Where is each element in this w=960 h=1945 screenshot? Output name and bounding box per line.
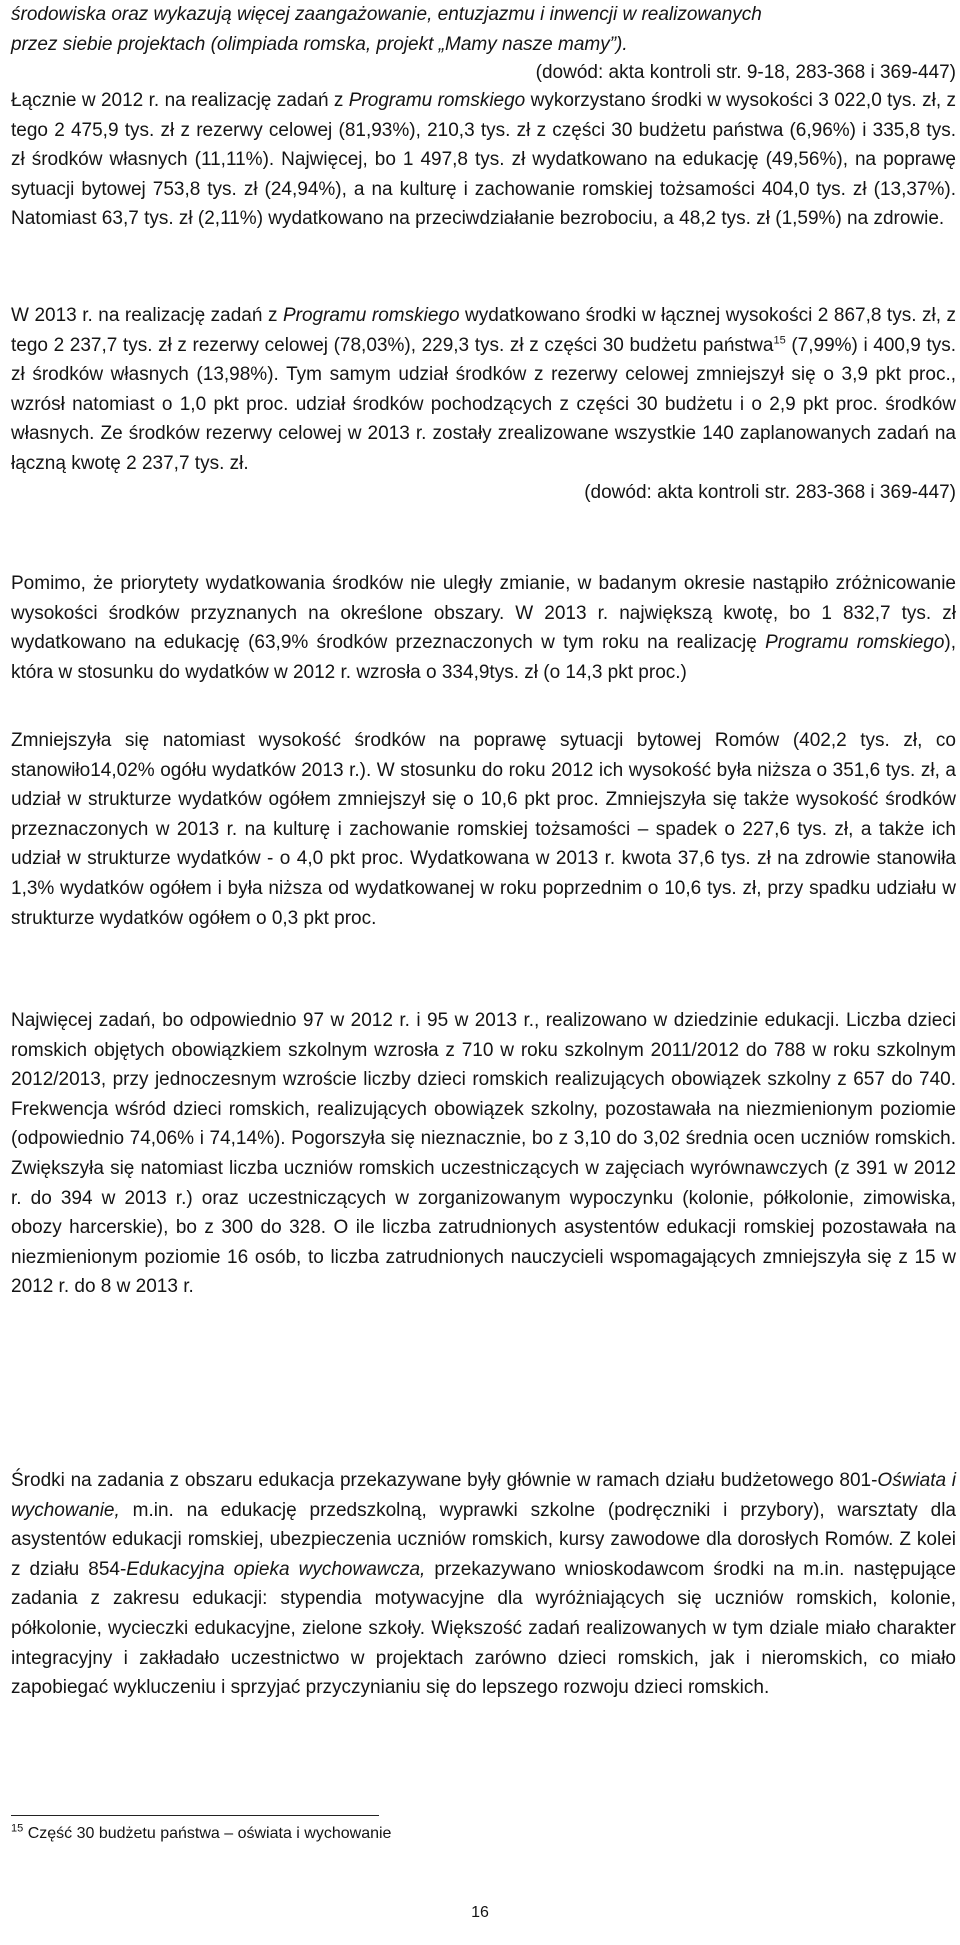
intro-line-1: środowiska oraz wykazują więcej zaangażowanie, entuzjazmu i inwencji w realizowanych (11, 4, 762, 25)
intro-line-2: przez siebie projektach (olimpiada romska, projekt „Mamy nasze mamy”). (11, 33, 628, 55)
paragraph-priorities (11, 569, 956, 687)
decrease-text: Zmniejszyła się natomiast wysokość środków na poprawę sytuacji bytowej Romów (402,2 tys. zł, co stanowiło14,02% ogółu wydatków 2013 r.). W stosunku do roku 2012 ich wysokość była niższa o 351,6 tys. zł, a udział w strukturze wydatków ogółem zmniejszył się o 10,6 pkt proc. Zmniejszyła się także wysokość środków przeznaczonych w 2013 r. na kulturę i zachowanie romskiej tożsamości – spadek o 227,6 tys. zł, a także ich udział w strukturze wydatków - o 4,0 pkt proc. Wydatkowana w 2013 r. kwota 37,6 tys. zł na zdrowie stanowiła 1,3% wydatków ogółem i była niższa od wydatkowanej w roku poprzednim o 10,6 tys. zł, przy spadku udziału w strukturze wydatków ogółem o 0,3 pkt proc. (11, 730, 956, 929)
footnote-text: Część 30 budżetu państwa – oświata i wychowanie (23, 1825, 392, 1842)
priorities-text-c: ), która w stosunku do wydatków w 2012 r. wzrosła o 334,9tys. zł (o 14,3 pkt proc.) (11, 632, 956, 683)
funds-text-a: Środki na zadania z obszaru edukacja przekazywane były głównie w ramach działu budżetowego 801- (11, 1470, 878, 1491)
p2012-text-a: Łącznie w 2012 r. na realizację zadań z (11, 90, 349, 111)
paragraph-2012 (11, 86, 956, 234)
page-number: 16 (471, 1904, 489, 1921)
funds-section-801: Oświata i wychowanie, (11, 1470, 956, 1521)
intro-block (11, 0, 956, 87)
p2013-text-a: W 2013 r. na realizację zadań z (11, 305, 283, 326)
paragraph-2013 (11, 301, 956, 507)
priorities-text-a: Pomimo, że priorytety wydatkowania środków nie uległy zmianie, w badanym okresie nastąpiło zróżnicowanie wysokości środków przyznanych na określone obszary. W 2013 r. największą kwotę, bo 1 832,7 tys. zł wydatkowano na edukację (63,9% środków przeznaczonych w tym roku na realizację (11, 573, 956, 654)
paragraph-education (11, 1006, 956, 1302)
footnote-ref-15: 15 (773, 334, 786, 347)
p2013-text-d: (7,99%) i 400,9 tys. zł środków własnych (13,98%). Tym samym udział środków z rezerwy celowej zmniejszył się o 3,9 pkt proc., wzrósł natomiast o 1,0 pkt proc. udział środków pochodzących z części 30 budżetu i o 2,9 pkt proc. środków własnych. Ze środków rezerwy celowej w 2013 r. zostały zrealizowane wszystkie 140 zaplanowanych zadań na łączną kwotę 2 237,7 tys. zł. (11, 334, 956, 474)
funds-text-e: przekazywano wnioskodawcom środki na m.in. następujące zadania z zakresu edukacji: stypendia motywacyjne dla wyróżniających się uczniów romskich, kolonie, półkolonie, wycieczki edukacyjne, zielone szkoły. Większość zadań realizowanych w tym dziale miało charakter integracyjny i zakładało uczestnictwo w projektach zarówno dzieci romskich, jak i nieromskich, co miało zapobiegać wykluczeniu i sprzyjać przyczynianiu się do lepszego rozwoju dzieci romskich. (11, 1558, 956, 1699)
p2012-text-c: wykorzystano środki w wysokości 3 022,0 tys. zł, z tego 2 475,9 tys. zł z rezerwy celowej (81,93%), 210,3 tys. zł z części 30 budżetu państwa (6,96%) i 335,8 tys. zł środków własnych (11,11%). Najwięcej, bo 1 497,8 tys. zł wydatkowano na edukację (49,56%), na poprawę sytuacji bytowej 753,8 tys. zł (24,94%), a na kulturę i zachowanie romskiej tożsamości 404,0 tys. zł (13,37%). Natomiast 63,7 tys. zł (2,11%) wydatkowano na przeciwdziałanie bezrobociu, a 48,2 tys. zł (1,59%) na zdrowie. (11, 90, 956, 230)
funds-text-c: m.in. na edukację przedszkolną, wyprawki szkolne (podręczniki i przybory), warsztaty dla asystentów edukacji romskiej, ubezpieczenia uczniów romskich, kursy zawodowe dla dorosłych Romów. Z kolei z działu 854- (11, 1499, 956, 1580)
evidence-source-2: (dowód: akta kontroli str. 283-368 i 369-447) (584, 481, 956, 503)
p2012-program-name: Programu romskiego (348, 90, 526, 111)
education-text: Najwięcej zadań, bo odpowiednio 97 w 2012 r. i 95 w 2013 r., realizowano w dziedzinie edukacji. Liczba dzieci romskich objętych obowiązkiem szkolnym wzrosła z 710 w roku szkolnym 2011/2012 do 788 w roku szkolnym 2012/2013, przy jednoczesnym wzroście liczby dzieci romskich realizujących obowiązek szkolny z 657 do 740. Frekwencja wśród dzieci romskich, realizujących obowiązek szkolny, pozostawała na niezmienionym poziomie (odpowiednio 74,06% i 74,14%). Pogorszyła się nieznacznie, bo z 3,10 do 3,02 średnia ocen uczniów romskich. Zwiększyła się natomiast liczba uczniów romskich uczestniczących w zajęciach wyrównawczych (z 391 w 2012 r. do 394 w 2013 r.) oraz uczestniczących w zorganizowanym wypoczynku (kolonie, półkolonie, zimowiska, obozy harcerskie), bo z 300 do 328. O ile liczba zatrudnionych asystentów edukacji romskiej pozostawała na niezmienionym poziomie 16 osób, to liczba zatrudnionych nauczycieli wspomagających zmniejszyła się z 15 w 2012 r. do 8 w 2013 r. (11, 1010, 956, 1298)
priorities-program-name: Programu romskiego (765, 632, 945, 654)
paragraph-funds (11, 1466, 956, 1703)
footnote-number: 15 (11, 1822, 24, 1835)
p2013-text-c: wydatkowano środki w łącznej wysokości 2 867,8 tys. zł, z tego 2 237,7 tys. zł z rezerwy celowej (78,03%), 229,3 tys. zł z części 30 budżetu państwa (11, 305, 956, 356)
paragraph-decrease (11, 726, 956, 933)
p2013-program-name: Programu romskiego (282, 305, 460, 326)
footnote-separator (11, 1815, 379, 1816)
footnote (11, 1824, 911, 1844)
funds-section-854: Edukacyjna opieka wychowawcza, (126, 1558, 426, 1580)
evidence-source-1: (dowód: akta kontroli str. 9-18, 283-368 i 369-447) (535, 62, 956, 84)
